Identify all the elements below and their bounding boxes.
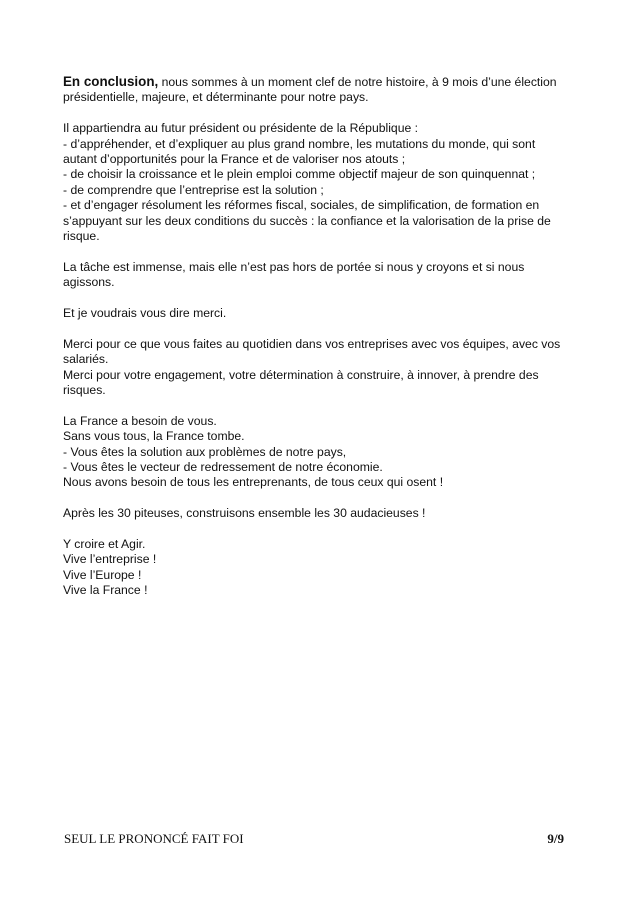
paragraph-conclusion bbox=[63, 74, 563, 106]
paragraph-thanks-intro bbox=[63, 306, 563, 321]
paragraph-line: - et d’engager résolument les réformes fiscal, sociales, de simplification, de formation en bbox=[63, 198, 540, 213]
paragraph-line: Vive l’entreprise ! bbox=[63, 552, 157, 567]
paragraph-line: - de comprendre que l’entreprise est la solution ; bbox=[63, 182, 324, 197]
paragraph-line: Y croire et Agir. bbox=[63, 537, 146, 552]
paragraph-line: Et je voudrais vous dire merci. bbox=[63, 306, 227, 321]
paragraph-thirty-audacieuses bbox=[63, 506, 563, 521]
paragraph-line: s’appuyant sur les deux conditions du succès : la confiance et la valorisation de la prise de bbox=[63, 213, 551, 228]
paragraph-line: - Vous êtes la solution aux problèmes de notre pays, bbox=[63, 444, 347, 459]
paragraph-line: Après les 30 piteuses, construisons ensemble les 30 audacieuses ! bbox=[63, 506, 426, 521]
footer-disclaimer: SEUL LE PRONONCÉ FAIT FOI bbox=[64, 831, 244, 846]
paragraph-line: - Vous êtes le vecteur de redressement de notre économie. bbox=[63, 460, 383, 475]
paragraph-line: risques. bbox=[63, 383, 106, 398]
paragraph-line bbox=[63, 74, 563, 90]
line-text: nous sommes à un moment clef de notre histoire, à 9 mois d’une élection bbox=[158, 75, 557, 89]
paragraph-line: La tâche est immense, mais elle n’est pas hors de portée si nous y croyons et si nous bbox=[63, 259, 525, 274]
paragraph-line: présidentielle, majeure, et déterminante pour notre pays. bbox=[63, 90, 369, 105]
paragraph-line: Il appartiendra au futur président ou présidente de la République : bbox=[63, 121, 419, 136]
paragraph-line: Nous avons besoin de tous les entreprenants, de tous ceux qui osent ! bbox=[63, 475, 444, 490]
paragraph-line: autant d’opportunités pour la France et de valoriser nos atouts ; bbox=[63, 152, 406, 167]
paragraph-line: Vive l’Europe ! bbox=[63, 567, 142, 582]
page-number: 9/9 bbox=[547, 831, 564, 846]
paragraph-line: - d’appréhender, et d’expliquer au plus grand nombre, les mutations du monde, qui sont bbox=[63, 136, 536, 151]
paragraph-france-needs-you bbox=[63, 414, 563, 491]
paragraph-line: agissons. bbox=[63, 275, 115, 290]
paragraph-line: salariés. bbox=[63, 352, 109, 367]
paragraph-future-president bbox=[63, 121, 563, 244]
paragraph-line: La France a besoin de vous. bbox=[63, 413, 217, 428]
paragraph-closing bbox=[63, 537, 563, 599]
paragraph-line: - de choisir la croissance et le plein emploi comme objectif majeur de son quinquennat ; bbox=[63, 167, 536, 182]
paragraph-line: Sans vous tous, la France tombe. bbox=[63, 429, 245, 444]
document-body bbox=[63, 74, 563, 614]
paragraph-line: Vive la France ! bbox=[63, 583, 148, 598]
paragraph-line: risque. bbox=[63, 229, 100, 244]
paragraph-line: Merci pour votre engagement, votre détermination à construire, à innover, à prendre des bbox=[63, 367, 539, 382]
paragraph-line: Merci pour ce que vous faites au quotidien dans vos entreprises avec vos équipes, avec vos bbox=[63, 336, 561, 351]
paragraph-task bbox=[63, 260, 563, 291]
paragraph-thanks bbox=[63, 337, 563, 399]
lead-bold-text: En conclusion, bbox=[63, 74, 159, 89]
